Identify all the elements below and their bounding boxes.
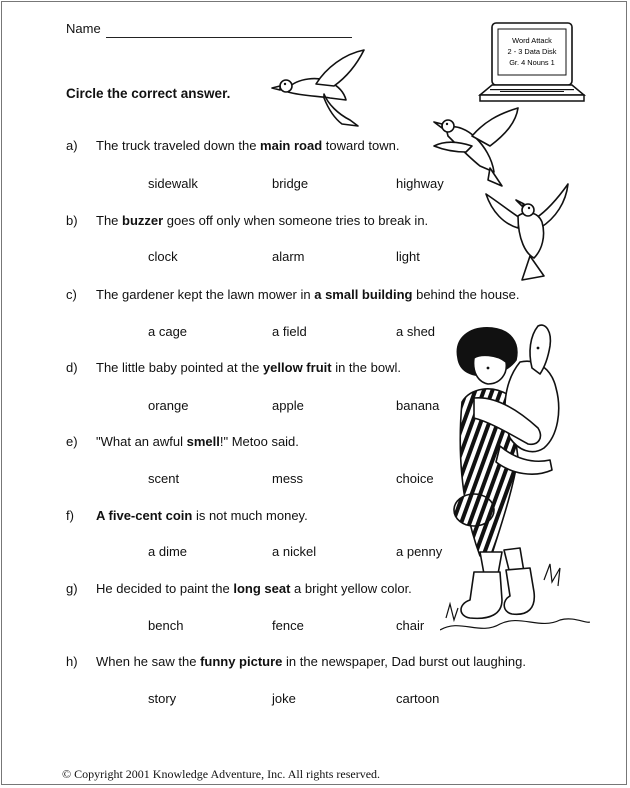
target-word: A five-cent coin (96, 508, 193, 523)
answer-option[interactable]: choice (396, 471, 434, 486)
question-b: b) The buzzer goes off only when someone tries to break in. (66, 213, 429, 228)
question-letter: g) (66, 581, 78, 596)
answer-option[interactable]: bridge (272, 176, 309, 191)
question-letter: a) (66, 138, 78, 153)
answer-option[interactable]: a nickel (272, 544, 317, 559)
answer-option[interactable]: fence (272, 618, 304, 633)
question-letter: c) (66, 287, 77, 302)
name-label: Name (66, 21, 101, 36)
answer-option[interactable]: a cage (148, 324, 188, 339)
target-word: yellow fruit (262, 360, 332, 375)
question-letter: d) (66, 360, 78, 375)
instructions: Circle the correct answer. (66, 86, 231, 101)
answer-option[interactable]: highway (396, 176, 444, 191)
question-e: e) "What an awful smell!" Metoo said. (66, 434, 299, 449)
answer-option[interactable]: orange (148, 398, 189, 413)
answer-option[interactable]: clock (148, 249, 178, 264)
question-letter: f) (66, 508, 74, 523)
answer-option[interactable]: bench (148, 618, 184, 633)
question-letter: e) (66, 434, 78, 449)
bird-illustration-2 (432, 106, 528, 190)
badge-line-3: Gr. 4 Nouns 1 (509, 58, 555, 67)
answer-option[interactable]: chair (396, 618, 425, 633)
answer-option[interactable]: scent (148, 471, 180, 486)
target-word: funny picture (200, 654, 283, 669)
answer-option[interactable]: alarm (272, 249, 305, 264)
question-letter: b) (66, 213, 78, 228)
target-word: a small building (314, 287, 413, 302)
answer-option[interactable]: cartoon (396, 691, 440, 706)
answer-option[interactable]: sidewalk (148, 176, 198, 191)
target-word: long seat (233, 581, 291, 596)
computer-monitor-icon (478, 20, 588, 106)
target-word: smell (186, 434, 220, 449)
bird-illustration-1 (268, 48, 378, 130)
badge-line-1: Word Attack (512, 36, 552, 45)
target-word: main road (260, 138, 323, 153)
answer-option[interactable]: story (148, 691, 177, 706)
answer-option[interactable]: a dime (148, 544, 188, 559)
answer-option[interactable]: light (396, 249, 420, 264)
bird-illustration-3 (482, 180, 576, 284)
question-f: f) A five-cent coin is not much money. (66, 508, 308, 523)
question-c: c) The gardener kept the lawn mower in a small building behind the house. (66, 287, 520, 302)
badge-line-2: 2 - 3 Data Disk (507, 47, 557, 56)
child-hugging-dog-illustration (440, 318, 590, 658)
question-a: a) The truck traveled down the main road toward town. (66, 138, 400, 153)
answer-option[interactable]: joke (272, 691, 296, 706)
target-word: buzzer (122, 213, 164, 228)
answer-option[interactable]: mess (272, 471, 304, 486)
answer-option[interactable]: banana (396, 398, 440, 413)
question-d: d) The little baby pointed at the yellow fruit in the bowl. (66, 360, 401, 375)
answer-option[interactable]: a field (272, 324, 307, 339)
question-h: h) When he saw the funny picture in the newspaper, Dad burst out laughing. (66, 654, 526, 669)
name-blank-line[interactable] (106, 37, 352, 38)
question-letter: h) (66, 654, 78, 669)
question-g: g) He decided to paint the long seat a bright yellow color. (66, 581, 412, 596)
answer-option[interactable]: a penny (396, 544, 443, 559)
answer-option[interactable]: apple (272, 398, 304, 413)
answer-option[interactable]: a shed (396, 324, 436, 339)
copyright-notice: © Copyright 2001 Knowledge Adventure, Inc. All rights reserved. (62, 767, 381, 781)
